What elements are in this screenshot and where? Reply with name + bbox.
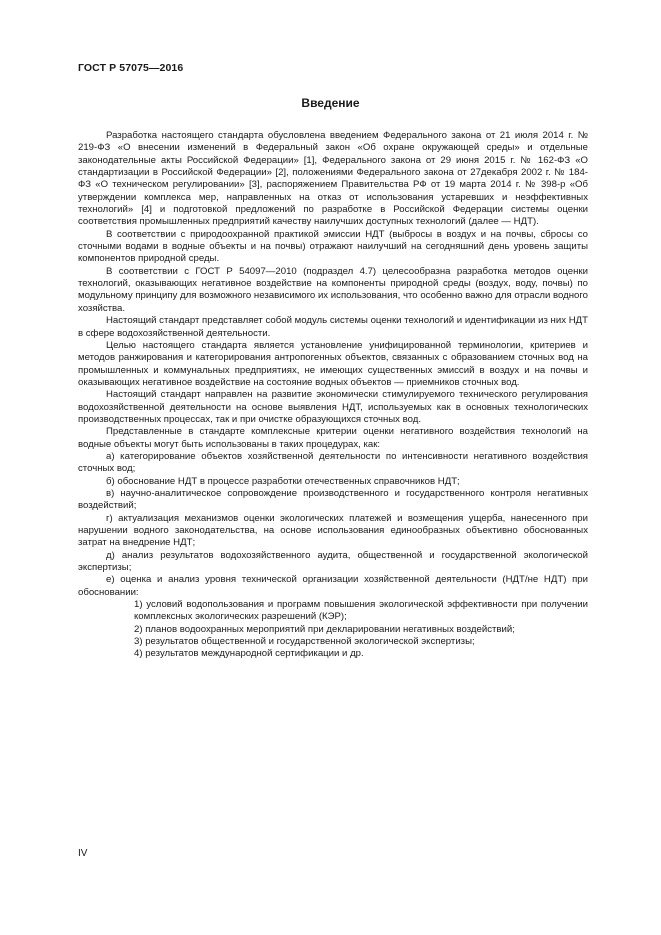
paragraph: Разработка настоящего стандарта обусловлена введением Федерального закона от 21 июля 2014 г. № 219-ФЗ «О внесении изменений в Федеральный закон «Об охране окружающей среды» и отдельные законодательные акты Российской Федерации» [1], Федерального закона от 29 июня 2015 г. № 162-ФЗ «О стандартизации в Российской Федерации» [2], положениями Федерального закона от 27декабря 2002 г. № 184-ФЗ «О техническом регулировании» [3], распоряжением Правительства РФ от 19 марта 2014 г. № 398-р «Об утверждении комплекса мер, направленных на отказ от использования устаревших и неэффективных технологий» [4] и подготовкой предложений по разработке в Российской Федерации системы оценки соответствия промышленных предприятий качеству наилучших доступных технологий (далее — НДТ).	[78, 130, 588, 228]
paragraph: Представленные в стандарте комплексные критерии оценки негативного воздействия технологий на водные объекты могут быть использованы в таких процедурах, как:	[78, 426, 588, 450]
sub-list-item: 4) результатов международной сертификации и др.	[134, 648, 364, 660]
paragraph: В соответствии с природоохранной практикой эмиссии НДТ (выбросы в воздух и на почвы, сбросы со сточными водами в водные объекты и на почвы) отражают наилучший на сегодняшний день уровень защиты компонентов природной среды.	[78, 228, 588, 265]
list-item: а) категорирование объектов хозяйственной деятельности по интенсивности негативного воздействия сточных вод;	[78, 450, 588, 475]
sub-list-item: 1) условий водопользования и программ повышения экологической эффективности при получении комплексных экологических разрешений (КЭР);	[134, 599, 588, 623]
list-item: е) оценка и анализ уровня технической организации хозяйственной деятельности (НДТ/не НДТ) при обосновании:	[78, 574, 588, 598]
list-item: в) научно-аналитическое сопровождение производственного и государственного контроля негативных воздействий;	[78, 487, 588, 512]
paragraph: Настоящий стандарт направлен на развитие экономически стимулируемого технического регулирования водохозяйственной деятельности на основе выявления НДТ, используемых как в основных технологических производственных процессах, так и при очистке образующихся сточных вод.	[78, 389, 588, 425]
sub-list-item: 3) результатов общественной и государственной экологической экспертизы;	[134, 636, 475, 648]
section-title: Введение	[301, 96, 360, 110]
document-designation: ГОСТ Р 57075—2016	[78, 62, 184, 74]
paragraph: Целью настоящего стандарта является установление унифицированной терминологии, критериев и методов ранжирования и категорирования антропогенных объектов, связанных с образованием сточных вод на промышленных и коммунальных предприятиях, не имеющих существенных эмиссий в воздух и на почвы и оказывающих негативное воздействие на состояние водных объектов — приемников сточных вод.	[78, 339, 588, 388]
list-item: г) актуализация механизмов оценки экологических платежей и возмещения ущерба, нанесенного при нарушении водного законодательства, на основе использования единообразных объективно обоснованных затрат на внедрение НДТ;	[78, 512, 588, 549]
list-item: д) анализ результатов водохозяйственного аудита, общественной и государственной экологической экспертизы;	[78, 549, 588, 574]
list-item: б) обоснование НДТ в процессе разработки отечественных справочников НДТ;	[106, 475, 460, 487]
paragraph: В соответствии с ГОСТ Р 54097—2010 (подраздел 4.7) целесообразна разработка методов оценки технологий, оказывающих негативное воздействие на компоненты природной среды (воздух, воду, почвы) по модульному принципу для возможного независимого их использования, что особенно важно для отрасли водного хозяйства.	[78, 265, 588, 314]
page-number: IV	[78, 848, 88, 859]
paragraph: Настоящий стандарт представляет собой модуль системы оценки технологий и идентификации из них НДТ в сфере водохозяйственной деятельности.	[78, 315, 588, 339]
sub-list-item: 2) планов водоохранных мероприятий при декларировании негативных воздействий;	[134, 623, 515, 635]
document-body	[78, 130, 588, 661]
